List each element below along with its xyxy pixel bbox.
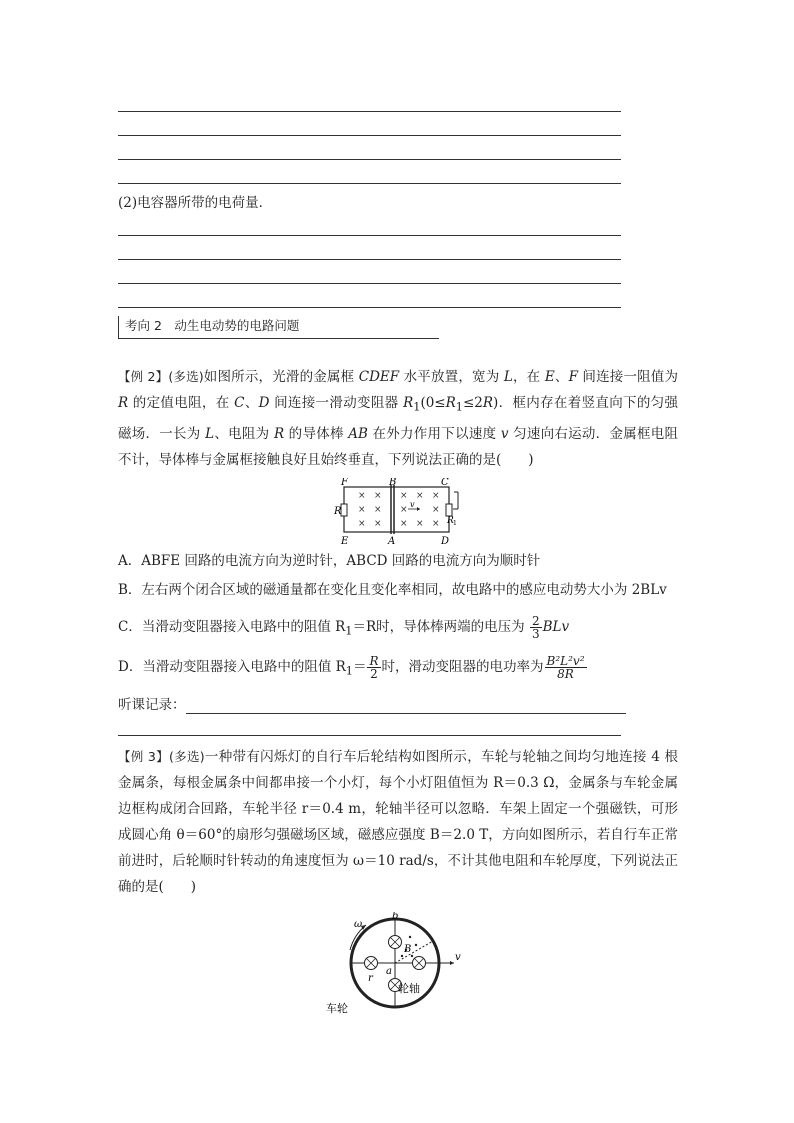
svg-text:×: ×	[358, 491, 366, 501]
example-tag: 【例 3】	[118, 749, 169, 764]
svg-text:轮轴: 轮轴	[398, 982, 420, 995]
svg-text:车轮: 车轮	[326, 1002, 348, 1015]
svg-text:R: R	[334, 506, 342, 517]
example-3-stem: 【例 3】(多选)一种带有闪烁灯的自行车后轮结构如图所示，车轮与轮轴之间均匀地连接 4 根金属条，每根金属条中间都串接一个小灯，每个小灯阻值恒为 R＝0.3 Ω，金属条与车轮金属边框构成闭合回路，车轮半径 r＝0.4 m，轮轴半径可以忽略．车架上固定一个强磁铁，可形成圆心角 θ＝60°的扇形匀强磁场区域，磁感应强度 B＝2.0 T，方向如图所示，若自行车正常前进时，后轮顺时针转动的角速度恒为 ω＝10 rad/s，不计其他电阻和车轮厚度，下列说法正确的是( )	[118, 749, 678, 895]
svg-text:×: ×	[432, 491, 440, 501]
svg-text:×: ×	[400, 491, 408, 501]
svg-text:×: ×	[374, 519, 382, 529]
listening-record: 听课记录：	[118, 696, 626, 714]
svg-text:b: b	[392, 912, 399, 922]
svg-text:F: F	[341, 478, 348, 488]
fraction: $\frac{R}{2}$	[369, 654, 379, 681]
svg-text:C: C	[441, 478, 449, 488]
example-2-stem: 【例 2】(多选)如图所示，光滑的金属框 CDEF 水平放置，宽为 L，在 E、F 间连接一阻值为 R 的定值电阻，在 C、D 间连接一滑动变阻器 $R_1(0\le R_1\le 2R)$．框内存在着竖直向下的匀强磁场．一长为 L、电阻为 R 的导体棒 AB 在外力作用下以速度 v 匀速向右运动．金属框电阻不计，导体棒与金属框接触良好且始终垂直，下列说法正确的是( )	[118, 369, 678, 468]
record-input-line[interactable]	[186, 699, 626, 714]
svg-text:B: B	[404, 944, 412, 955]
svg-text:E: E	[341, 536, 349, 546]
svg-text:×: ×	[432, 519, 440, 529]
svg-text:v: v	[455, 952, 461, 963]
magnetic-field-crosses	[358, 491, 440, 529]
answer-line	[118, 735, 621, 736]
svg-text:×: ×	[400, 519, 408, 529]
svg-text:R: R	[447, 516, 454, 526]
answer-line	[118, 111, 621, 112]
svg-text:v: v	[410, 500, 415, 509]
answer-line	[118, 159, 621, 160]
svg-text:×: ×	[358, 505, 366, 515]
fraction: $\frac{\text{B²L²v²}}{8R}$	[546, 654, 585, 681]
option-b[interactable]: B．左右两个闭合区域的磁通量都在变化且变化率相同，故电路中的感应电动势大小为 2BLv	[118, 582, 667, 598]
section-heading: 考向 2 动生电动势的电路问题	[118, 316, 439, 339]
option-c[interactable]: C．当滑动变阻器接入电路中的阻值 $R_1=R$时，导体棒两端的电压为 $\frac{2}{3}$ BLv	[118, 614, 570, 641]
svg-text:A: A	[388, 536, 396, 546]
fraction: $\frac{2}{3}$	[531, 614, 540, 641]
svg-text:ω: ω	[354, 919, 363, 930]
svg-text:r: r	[368, 973, 373, 984]
svg-text:×: ×	[432, 505, 440, 515]
answer-line	[118, 307, 621, 308]
resistor-r	[341, 504, 347, 516]
rheostat-r1	[446, 504, 452, 516]
answer-line	[118, 235, 621, 236]
svg-text:×: ×	[374, 505, 382, 515]
bicycle-wheel-figure	[326, 912, 466, 1016]
example-tag: 【例 2】	[118, 369, 169, 384]
svg-text:×: ×	[358, 519, 366, 529]
svg-text:1: 1	[453, 520, 457, 527]
svg-text:×: ×	[374, 491, 382, 501]
multi-select-tag: (多选)	[168, 369, 204, 384]
svg-text:D: D	[441, 536, 450, 546]
frame-circuit-figure	[334, 478, 464, 546]
svg-text:×: ×	[416, 519, 424, 529]
svg-text:B: B	[389, 478, 397, 488]
answer-line	[118, 135, 621, 136]
option-a[interactable]: A．ABFE 回路的电流方向为逆时针，ABCD 回路的电流方向为顺时针	[118, 553, 541, 569]
answer-line	[118, 183, 621, 184]
multi-select-tag: (多选)	[168, 749, 205, 764]
option-d[interactable]: D．当滑动变阻器接入电路中的阻值 $R_1=$ $\frac{R}{2}$ 时，滑动变阻器的电功率为 $\frac{\text{B²L²v²}}{8R}$	[118, 654, 585, 681]
question-2-prompt: (2)电容器所带的电荷量．	[118, 195, 273, 211]
svg-text:×: ×	[400, 505, 408, 515]
svg-text:×: ×	[416, 491, 424, 501]
answer-line	[118, 259, 621, 260]
svg-text:a: a	[386, 966, 392, 977]
answer-line	[118, 283, 621, 284]
